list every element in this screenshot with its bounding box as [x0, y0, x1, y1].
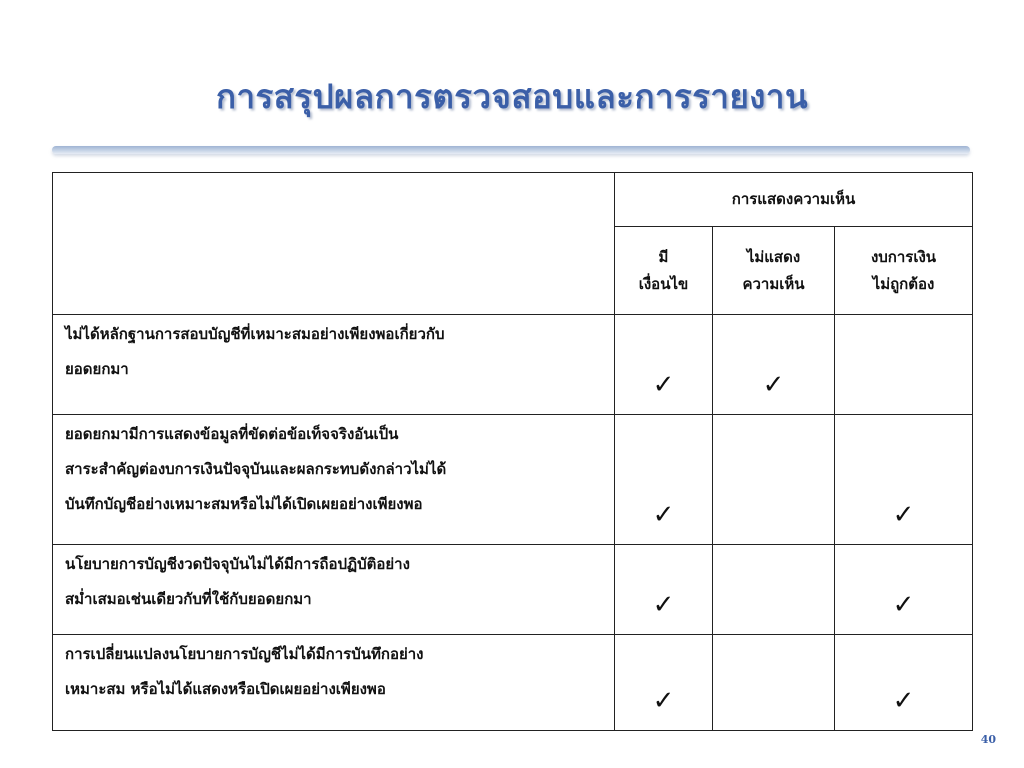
column-header-line: เงื่อนไข	[638, 274, 689, 293]
check-cell	[713, 315, 835, 415]
check-cell	[713, 415, 835, 545]
description-line: ยอดยกมามีการแสดงข้อมูลที่ขัดต่อข้อเท็จจริงอันเป็น	[65, 425, 399, 443]
column-header-qualified	[615, 227, 713, 315]
check-mark-icon: ✓	[652, 370, 675, 400]
check-mark-icon: ✓	[652, 590, 675, 620]
row-description	[53, 415, 615, 545]
check-cell	[615, 545, 713, 635]
check-cell	[835, 415, 973, 545]
column-header-line: ความเห็น	[742, 274, 805, 293]
description-line: เหมาะสม หรือไม่ได้แสดงหรือเปิดเผยอย่างเพียงพอ	[65, 680, 386, 698]
check-mark-icon: ✓	[652, 500, 675, 530]
description-line: บันทึกบัญชีอย่างเหมาะสมหรือไม่ได้เปิดเผยอย่างเพียงพอ	[65, 495, 423, 513]
check-cell	[835, 315, 973, 415]
check-cell	[615, 635, 713, 731]
opinion-table	[52, 172, 973, 731]
column-header-line: งบการเงิน	[870, 247, 937, 266]
table-row	[53, 545, 973, 635]
page-number: 40	[980, 733, 996, 746]
group-header-opinion: การแสดงความเห็น	[615, 173, 973, 227]
check-mark-icon: ✓	[652, 686, 675, 716]
column-header-line: ไม่แสดง	[746, 247, 801, 266]
title-underline	[52, 146, 970, 154]
check-cell	[615, 315, 713, 415]
description-line: ยอดยกมา	[65, 360, 129, 378]
header-blank-cell	[53, 173, 615, 315]
description-line: นโยบายการบัญชีงวดปัจจุบันไม่ได้มีการถือปฏิบัติอย่าง	[65, 555, 410, 573]
description-line: ไม่ได้หลักฐานการสอบบัญชีที่เหมาะสมอย่างเพียงพอเกี่ยวกับ	[65, 325, 445, 343]
check-cell	[835, 545, 973, 635]
row-description	[53, 545, 615, 635]
row-description	[53, 315, 615, 415]
check-cell	[835, 635, 973, 731]
check-cell	[713, 635, 835, 731]
header-row-group	[53, 173, 973, 227]
description-line: สาระสำคัญต่องบการเงินปัจจุบันและผลกระทบดังกล่าวไม่ได้	[65, 460, 447, 478]
check-mark-icon: ✓	[892, 500, 915, 530]
check-cell	[615, 415, 713, 545]
column-header-disclaimer	[713, 227, 835, 315]
slide-title: การสรุปผลการตรวจสอบและการรายงาน	[215, 77, 809, 116]
check-cell	[713, 545, 835, 635]
description-line: สม่ำเสมอเช่นเดียวกับที่ใช้กับยอดยกมา	[65, 590, 312, 608]
table-row	[53, 315, 973, 415]
row-description	[53, 635, 615, 731]
description-line: การเปลี่ยนแปลงนโยบายการบัญชีไม่ได้มีการบันทึกอย่าง	[65, 645, 424, 663]
table-row	[53, 635, 973, 731]
column-header-line: มี	[658, 247, 669, 266]
table-row	[53, 415, 973, 545]
check-mark-icon: ✓	[892, 686, 915, 716]
column-header-line: ไม่ถูกต้อง	[872, 274, 935, 293]
column-header-adverse	[835, 227, 973, 315]
check-mark-icon: ✓	[762, 370, 785, 400]
check-mark-icon: ✓	[892, 590, 915, 620]
